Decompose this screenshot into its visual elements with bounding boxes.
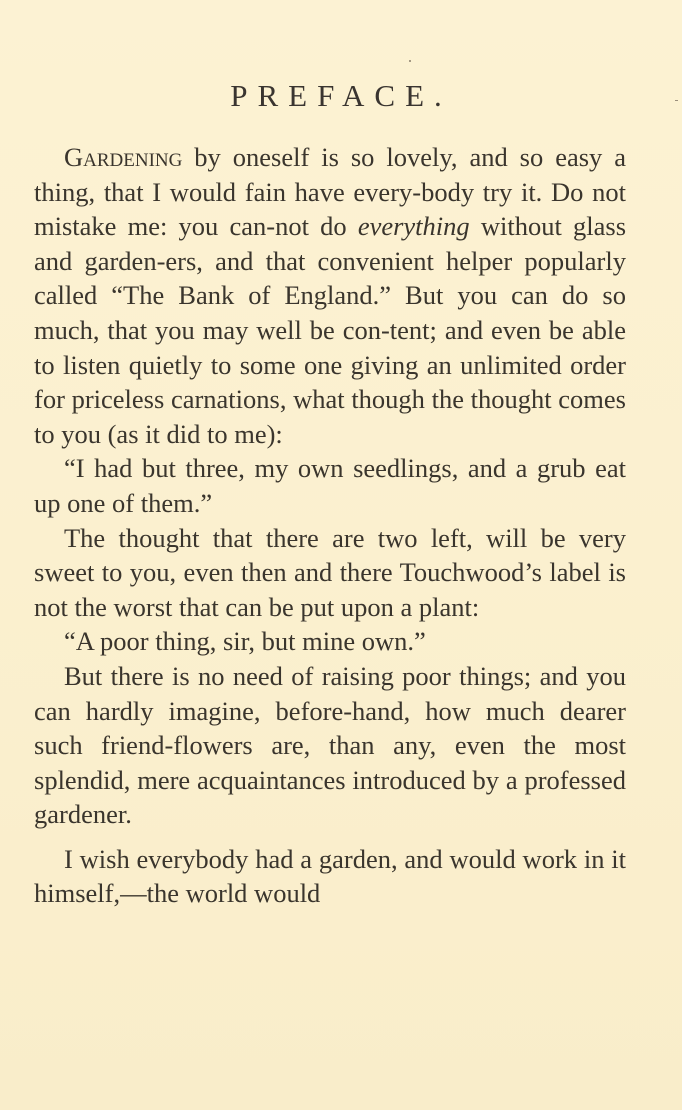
body-text	[34, 140, 626, 911]
paragraph-3: The thought that there are two left, will be very sweet to you, even then and there Touchwood’s label is not the worst that can be put upon a plant:	[34, 522, 626, 622]
paragraph-1-text: by oneself is so lovely, and so easy a thing, that I would fain have every-body try it. Do not mistake me: you can-not do	[34, 142, 626, 242]
paragraph-2: “I had but three, my own seedlings, and a grub eat up one of them.”	[34, 453, 626, 518]
paragraph-5: But there is no need of raising poor things; and you can hardly imagine, before-hand, how much dearer such friend-flowers are, than any, even the most splendid, mere acquaintances introduced by a professed gardener.	[34, 660, 626, 830]
paragraph-lead: Gardening	[64, 142, 183, 172]
page-title: PREFACE.	[230, 78, 452, 113]
print-speck	[409, 60, 411, 62]
emphasis-word: everything	[357, 211, 470, 242]
paragraph-1-text-end: without glass and garden-ers, and that convenient helper popularly called “The Bank of England.” But you can do so much, that you may well be con-tent; and even be able to listen quietly to some one giving an unlimited order for priceless carnations, what though the thought comes to you (as it did to me):	[34, 211, 627, 449]
paragraph-1	[34, 140, 626, 451]
paragraph-4: “A poor thing, sir, but mine own.”	[64, 626, 426, 657]
paragraph-6: I wish everybody had a garden, and would work in it himself,—the world would	[34, 843, 626, 909]
